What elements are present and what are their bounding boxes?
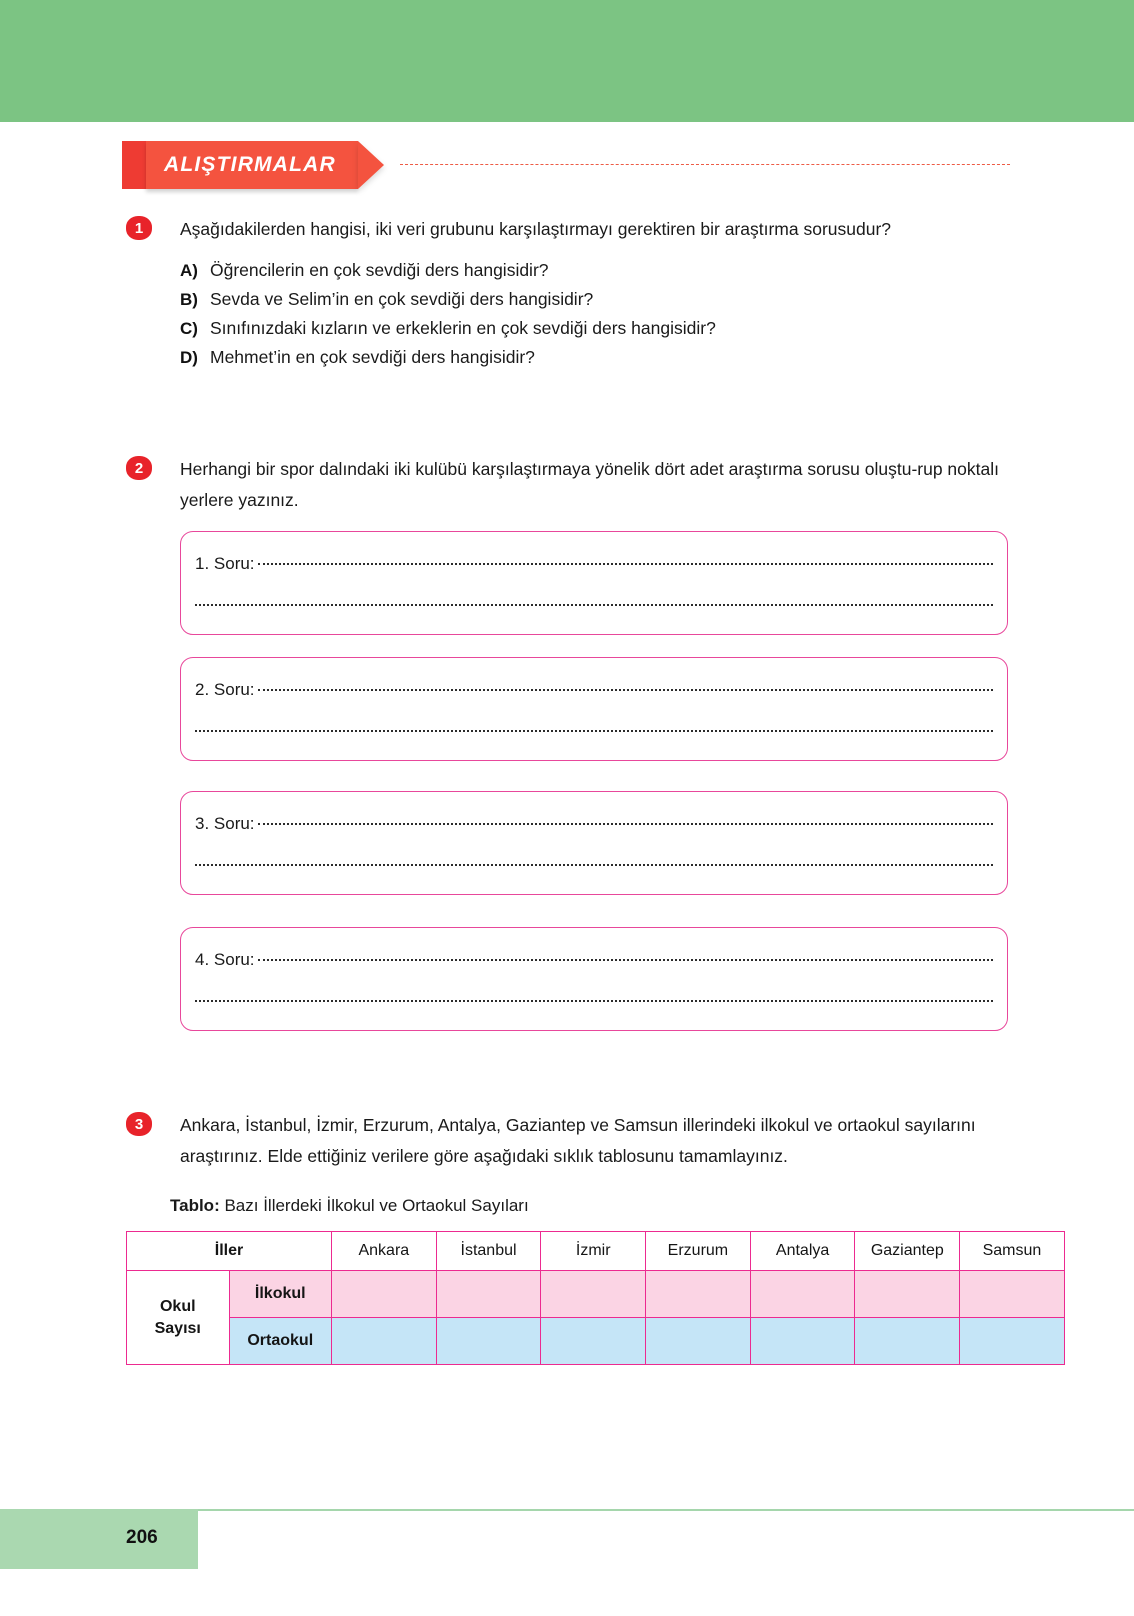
cell-ortaokul-erzurum[interactable] — [646, 1318, 751, 1365]
answer-box-2-label: 2. Soru: — [195, 680, 255, 699]
answer-box-3-label: 3. Soru: — [195, 814, 255, 833]
cell-ilkokul-istanbul[interactable] — [436, 1271, 541, 1318]
answer-box-1-dotted-line-1[interactable] — [258, 563, 993, 565]
answer-box-3[interactable] — [180, 791, 1008, 895]
cell-ortaokul-antalya[interactable] — [750, 1318, 855, 1365]
footer-page-block — [0, 1509, 198, 1569]
option-letter-d: D) — [180, 348, 198, 367]
okul-sayisi-line-1: Okul — [159, 1297, 196, 1315]
answer-box-4-line-1 — [195, 950, 993, 970]
table-header-samsun: Samsun — [960, 1232, 1065, 1271]
question-1-text: Aşağıdakilerden hangisi, iki veri grubunu karşılaştırmayı gerektiren bir araştırma sorusudur? — [180, 219, 892, 239]
option-row-a[interactable] — [180, 260, 1000, 281]
question-2-text: Herhangi bir spor dalındaki iki kulübü karşılaştırmaya yönelik dört adet araştırma sorusu oluştu-rup noktalı yerlere yazınız. — [180, 459, 999, 510]
question-3-text: Ankara, İstanbul, İzmir, Erzurum, Antalya, Gaziantep ve Samsun illerindeki ilkokul ve ortaokul sayılarını araştırınız. Elde ettiğiniz verilere göre aşağıdaki sıklık tablosunu tamamlayınız. — [180, 1115, 976, 1166]
table-header-antalya: Antalya — [750, 1232, 855, 1271]
option-letter-a: A) — [180, 261, 198, 280]
table-header-gaziantep: Gaziantep — [855, 1232, 960, 1271]
answer-box-3-dotted-line-2[interactable] — [195, 864, 993, 866]
cell-ilkokul-izmir[interactable] — [541, 1271, 646, 1318]
option-row-b[interactable] — [180, 289, 1000, 310]
cell-ilkokul-samsun[interactable] — [960, 1271, 1065, 1318]
okul-sayisi-line-2: Sayısı — [154, 1319, 201, 1337]
answer-box-4-label: 4. Soru: — [195, 950, 255, 969]
banner-body — [146, 141, 358, 189]
option-text-a: Öğrencilerin en çok sevdiği ders hangisidir? — [210, 260, 549, 280]
answer-box-4-dotted-line-2[interactable] — [195, 1000, 993, 1002]
table-header-izmir: İzmir — [541, 1232, 646, 1271]
cell-ortaokul-ankara[interactable] — [332, 1318, 437, 1365]
answer-box-2-dotted-line-1[interactable] — [258, 689, 993, 691]
banner-dashed-rule — [400, 164, 1010, 165]
cell-ilkokul-erzurum[interactable] — [646, 1271, 751, 1318]
table-header-ankara: Ankara — [332, 1232, 437, 1271]
answer-box-3-line-1 — [195, 814, 993, 834]
page-number: 206 — [126, 1527, 158, 1548]
top-green-band — [0, 0, 1134, 122]
section-banner — [122, 141, 384, 189]
cell-ortaokul-istanbul[interactable] — [436, 1318, 541, 1365]
table-header-istanbul: İstanbul — [436, 1232, 541, 1271]
table-header-erzurum: Erzurum — [646, 1232, 751, 1271]
answer-box-2[interactable] — [180, 657, 1008, 761]
answer-box-4[interactable] — [180, 927, 1008, 1031]
answer-box-4-dotted-line-1[interactable] — [258, 959, 993, 961]
option-row-d[interactable] — [180, 347, 1000, 368]
cell-ortaokul-gaziantep[interactable] — [855, 1318, 960, 1365]
question-number-1: 1 — [126, 216, 152, 240]
table-header-row — [127, 1232, 1065, 1271]
option-text-d: Mehmet’in en çok sevdiği ders hangisidir? — [210, 347, 535, 367]
table-row-ortaokul — [127, 1318, 1065, 1365]
table-caption-bold: Tablo: — [170, 1196, 220, 1215]
banner-title: ALIŞTIRMALAR — [164, 153, 336, 176]
table-row-ilkokul — [127, 1271, 1065, 1318]
frequency-table — [126, 1231, 1065, 1365]
option-row-c[interactable] — [180, 318, 1000, 339]
answer-box-1[interactable] — [180, 531, 1008, 635]
option-text-b: Sevda ve Selim’in en çok sevdiği ders hangisidir? — [210, 289, 594, 309]
cell-ilkokul-antalya[interactable] — [750, 1271, 855, 1318]
option-letter-b: B) — [180, 290, 198, 309]
answer-box-2-line-1 — [195, 680, 993, 700]
cell-ortaokul-izmir[interactable] — [541, 1318, 646, 1365]
banner-arrow-icon — [358, 141, 384, 189]
table-header-iller: İller — [127, 1232, 332, 1271]
cell-ortaokul-samsun[interactable] — [960, 1318, 1065, 1365]
answer-box-1-dotted-line-2[interactable] — [195, 604, 993, 606]
option-letter-c: C) — [180, 319, 198, 338]
question-1-options — [180, 260, 1000, 376]
table-rowgroup-label-okul-sayisi — [127, 1271, 230, 1365]
option-text-c: Sınıfınızdaki kızların ve erkeklerin en çok sevdiği ders hangisidir? — [210, 318, 716, 338]
answer-box-2-dotted-line-2[interactable] — [195, 730, 993, 732]
table-rowlabel-ilkokul: İlkokul — [229, 1271, 332, 1318]
table-caption — [170, 1196, 529, 1216]
cell-ilkokul-gaziantep[interactable] — [855, 1271, 960, 1318]
answer-box-1-label: 1. Soru: — [195, 554, 255, 573]
answer-box-3-dotted-line-1[interactable] — [258, 823, 993, 825]
banner-left-tab — [122, 141, 146, 189]
table-rowlabel-ortaokul: Ortaokul — [229, 1318, 332, 1365]
cell-ilkokul-ankara[interactable] — [332, 1271, 437, 1318]
table-caption-rest: Bazı İllerdeki İlkokul ve Ortaokul Sayıları — [219, 1196, 529, 1215]
question-number-2: 2 — [126, 456, 152, 480]
answer-box-1-line-1 — [195, 554, 993, 574]
question-number-3: 3 — [126, 1112, 152, 1136]
